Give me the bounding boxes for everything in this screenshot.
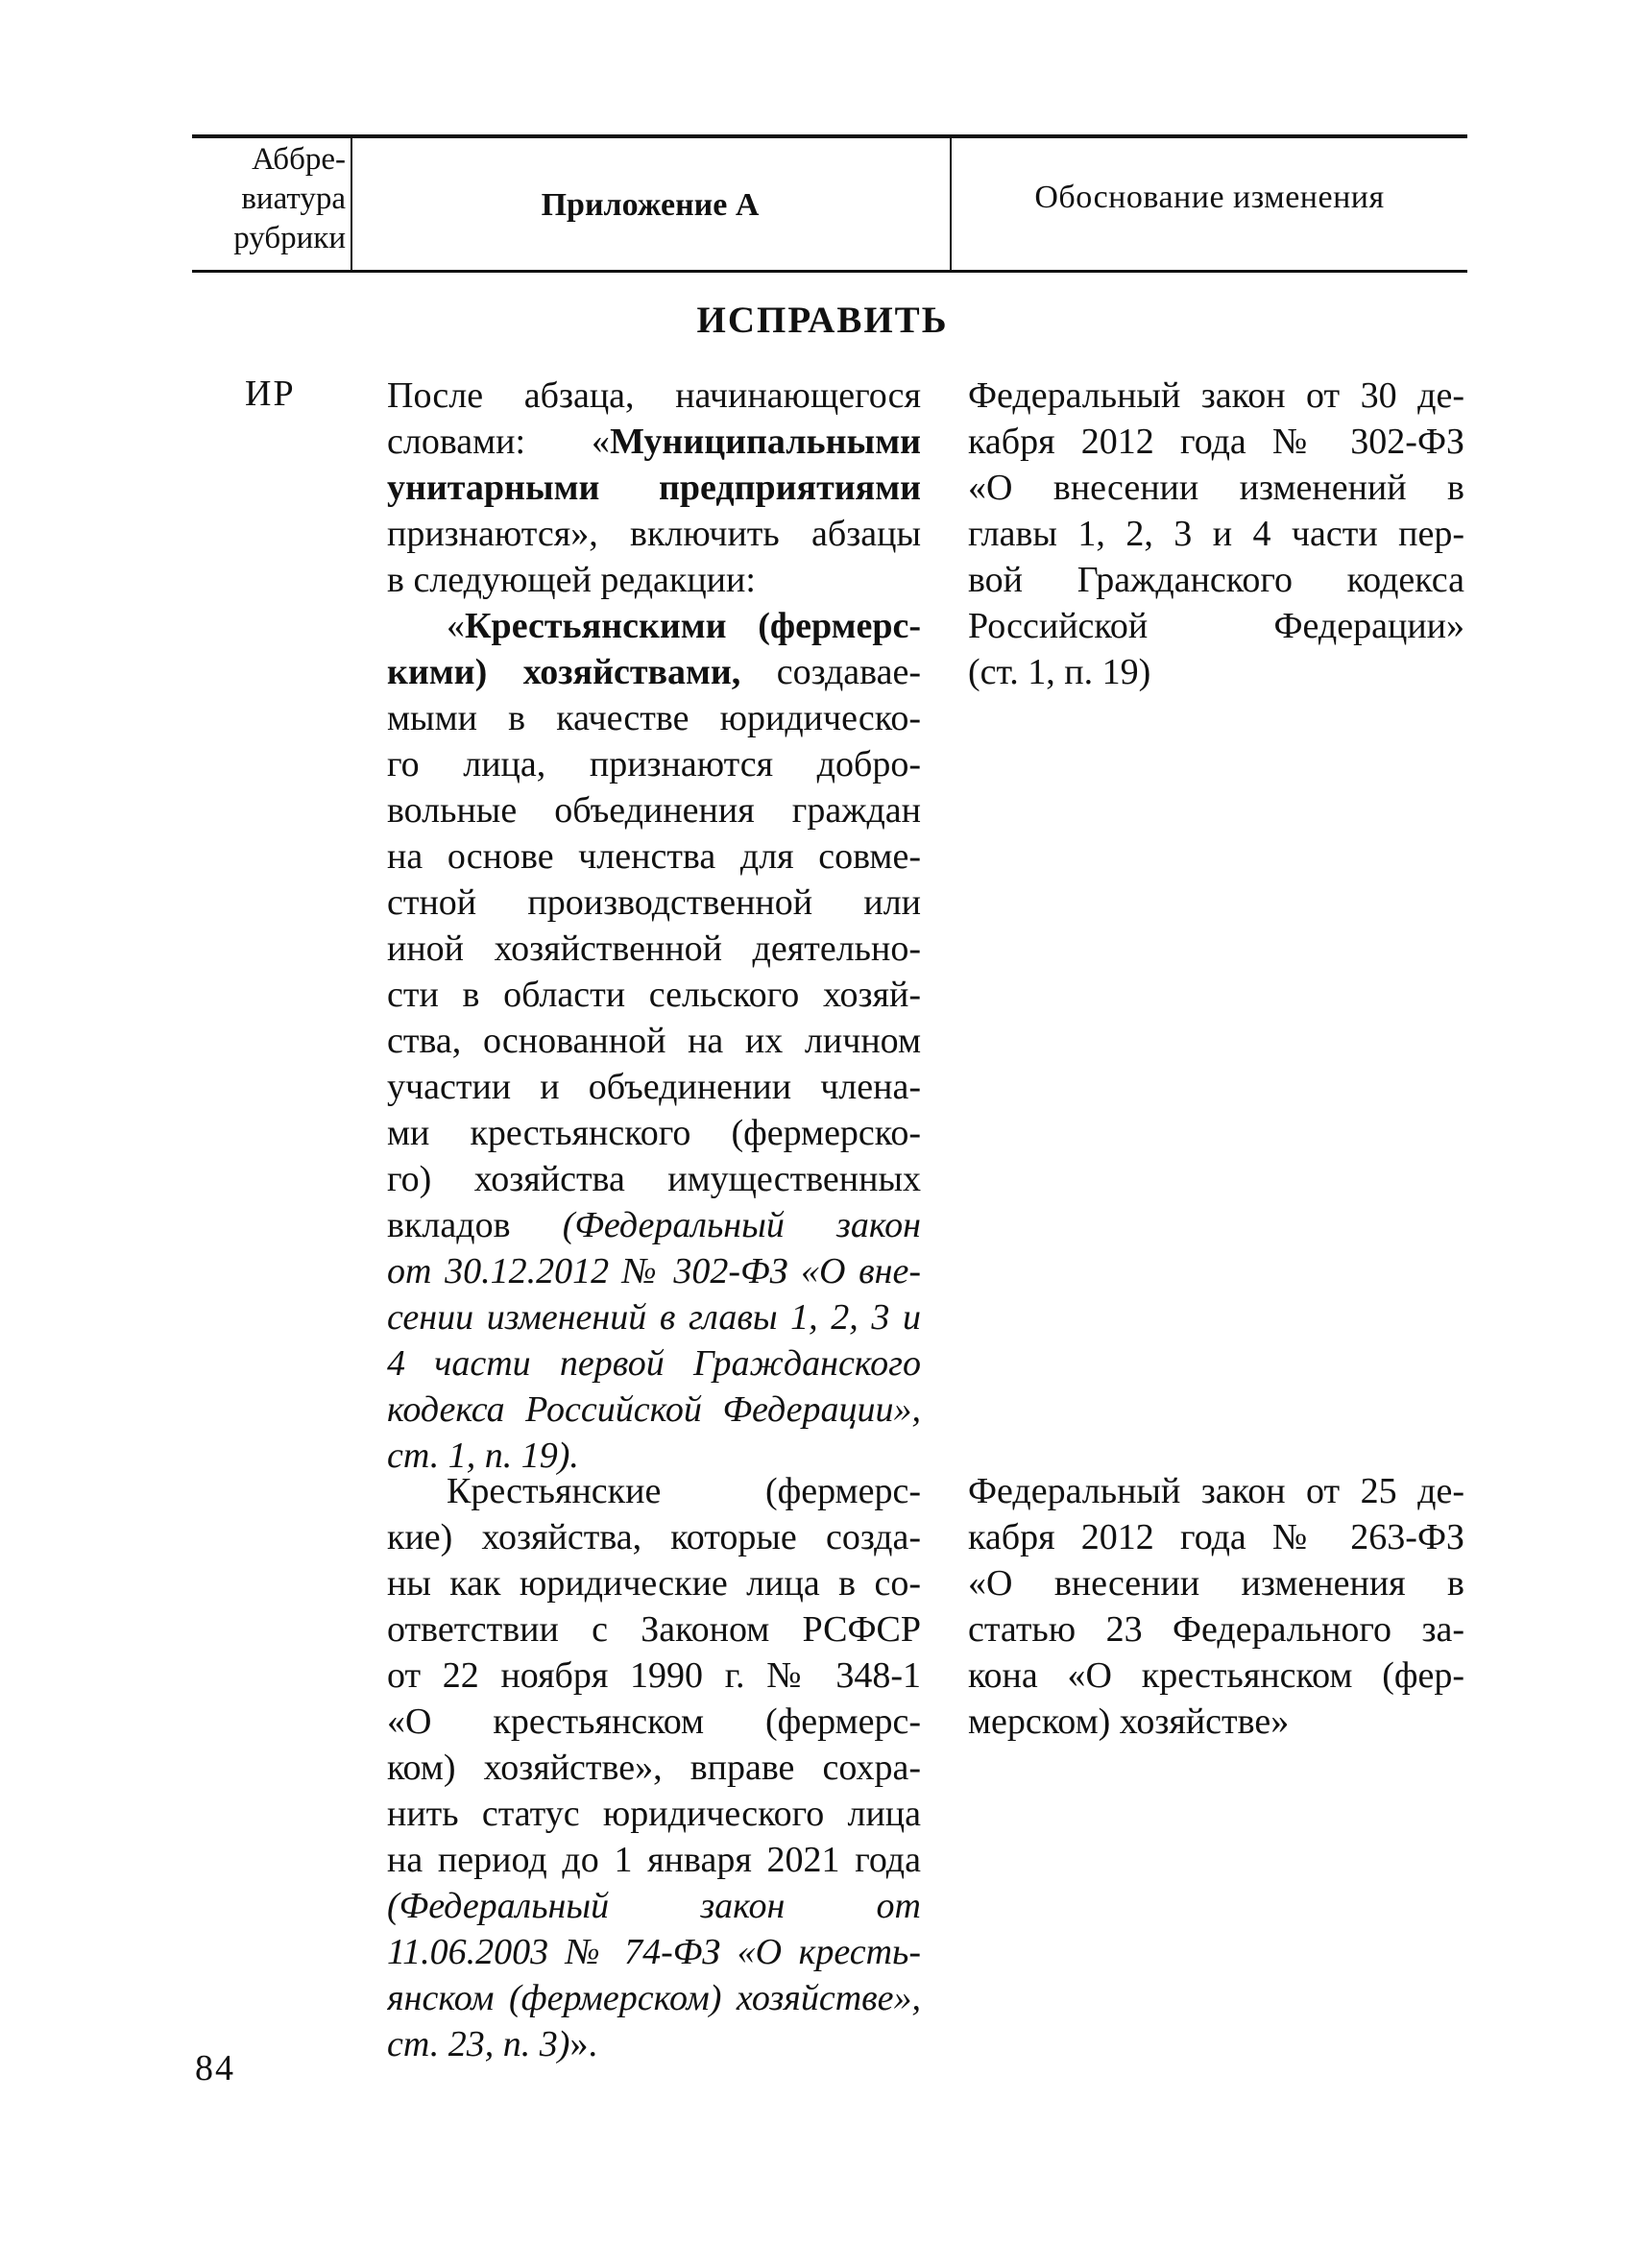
- italic-run: (Федеральный закон от: [387, 1886, 921, 1926]
- text-run: создавае-: [740, 652, 921, 692]
- text-run: от 22 ноября 1990 г. № 348-1: [387, 1655, 921, 1696]
- text-line: [387, 1110, 921, 1156]
- text-run: признаются», включить абзацы: [387, 514, 921, 554]
- bold-run: Муниципальными: [610, 422, 921, 462]
- italic-run: ст. 23, п. 3): [387, 2024, 570, 2064]
- header-reason-title: Обоснование изменения: [1034, 180, 1385, 215]
- italic-run: кодекса Российской Федерации»,: [387, 1389, 921, 1430]
- reason-line: главы 1, 2, 3 и 4 части пер-: [968, 514, 1464, 554]
- text-run: Крестьянские (фермерс-: [447, 1471, 921, 1511]
- reason-line: статью 23 Федерального за-: [968, 1609, 1464, 1650]
- text-line: [387, 1653, 921, 1699]
- text-run: вольные объединения граждан: [387, 790, 921, 831]
- text-run: нить статус юридического лица: [387, 1794, 921, 1834]
- reason-line: кона «О крестьянском (фер-: [968, 1655, 1464, 1696]
- text-line: [387, 695, 921, 741]
- text-line: [387, 1248, 921, 1294]
- text-run: на период до 1 января 2021 года: [387, 1840, 921, 1880]
- bold-run: унитарными предприятиями: [387, 468, 921, 508]
- text-line: [387, 741, 921, 787]
- italic-run: 4 части первой Гражданского: [387, 1343, 921, 1384]
- text-line: [387, 1606, 921, 1653]
- reason-line: вой Гражданского кодекса: [968, 560, 1464, 600]
- text-line: [387, 557, 921, 603]
- reason-line: «О внесении изменения в: [968, 1563, 1464, 1604]
- text-line: [387, 926, 921, 972]
- text-line: [387, 972, 921, 1018]
- text-run: участии и объединении члена-: [387, 1067, 921, 1107]
- italic-run: (Федеральный закон: [562, 1205, 921, 1245]
- text-line: [387, 1018, 921, 1064]
- text-line: [387, 2021, 921, 2067]
- text-line: [387, 1745, 921, 1791]
- italic-run: ст. 1, п. 19).: [387, 1436, 579, 1476]
- text-line: [387, 1837, 921, 1883]
- text-run: ми крестьянского (фермерско-: [387, 1113, 921, 1153]
- entry2-text: [387, 1468, 921, 2067]
- text-line: [387, 1975, 921, 2021]
- reason-line: Российской Федерации»: [968, 606, 1464, 646]
- text-line: [387, 1064, 921, 1110]
- header-reason-cell: [952, 140, 1467, 255]
- section-title: ИСПРАВИТЬ: [696, 300, 949, 341]
- reason-line: Федеральный закон от 30 де-: [968, 375, 1464, 416]
- text-line: [387, 1156, 921, 1202]
- italic-run: 11.06.2003 № 74-ФЗ «О кресть-: [387, 1932, 921, 1972]
- reason-line: кабря 2012 года № 302-ФЗ: [968, 422, 1464, 462]
- header-abbr-line: рубрики: [233, 221, 346, 255]
- text-line: [387, 1699, 921, 1745]
- text-run: «: [447, 606, 465, 646]
- italic-run: янском (фермерском) хозяйстве»,: [387, 1978, 921, 2018]
- bold-run: Крестьянскими (фермерс-: [465, 606, 921, 646]
- header-top-rule: [192, 134, 1467, 138]
- text-line: [387, 787, 921, 833]
- text-run: мыми в качестве юридическо-: [387, 698, 921, 738]
- text-line: [387, 1340, 921, 1387]
- reason-line: «О внесении изменений в: [968, 468, 1464, 508]
- entry1-text: [387, 373, 921, 1479]
- header-abbr-line: Аббре-: [252, 142, 346, 177]
- text-line: [387, 373, 921, 419]
- page-number: 84: [195, 2048, 235, 2088]
- text-line: [387, 1791, 921, 1837]
- text-line: [387, 603, 921, 649]
- text-line: [387, 833, 921, 880]
- header-bottom-rule: [192, 270, 1467, 273]
- bold-run: кими) хозяйствами,: [387, 652, 741, 692]
- text-line: [387, 649, 921, 695]
- text-line: [387, 511, 921, 557]
- entry2-reason: [968, 1468, 1464, 1745]
- text-run: вкладов: [387, 1205, 563, 1245]
- reason-line: Федеральный закон от 25 де-: [968, 1471, 1464, 1511]
- text-line: [387, 1202, 921, 1248]
- text-run: ».: [569, 2024, 597, 2064]
- text-run: го) хозяйства имущественных: [387, 1159, 921, 1199]
- text-line: [387, 465, 921, 511]
- italic-run: сении изменений в главы 1, 2, 3 и: [387, 1297, 921, 1338]
- entry1-reason: [968, 373, 1464, 695]
- text-line: [387, 1387, 921, 1433]
- text-line: [387, 1294, 921, 1340]
- text-run: стной производственной или: [387, 882, 921, 923]
- reason-line: кабря 2012 года № 263-ФЗ: [968, 1517, 1464, 1557]
- text-line: [387, 1883, 921, 1929]
- text-line: [387, 1514, 921, 1560]
- text-run: «О крестьянском (фермерс-: [387, 1701, 921, 1742]
- text-line: [387, 419, 921, 465]
- text-run: сти в области сельского хозяй-: [387, 975, 921, 1015]
- reason-line: мерском) хозяйстве»: [968, 1701, 1290, 1742]
- text-run: словами: «: [387, 422, 611, 462]
- text-run: го лица, признаются добро-: [387, 744, 921, 784]
- text-run: После абзаца, начинающегося: [387, 375, 921, 416]
- header-appendix-cell: [352, 140, 948, 270]
- header-abbreviation-cell: [192, 140, 346, 258]
- reason-line: (ст. 1, п. 19): [968, 652, 1151, 692]
- text-line: [387, 1560, 921, 1606]
- text-run: ком) хозяйстве», вправе сохра-: [387, 1748, 921, 1788]
- text-run: иной хозяйственной деятельно-: [387, 929, 921, 969]
- header-abbr-line: виатура: [241, 181, 346, 216]
- text-line: [387, 1929, 921, 1975]
- text-run: ответствии с Законом РСФСР: [387, 1609, 921, 1650]
- text-run: ны как юридические лица в со-: [387, 1563, 921, 1604]
- text-run: на основе членства для совме-: [387, 836, 921, 877]
- header-appendix-title: Приложение А: [541, 186, 760, 223]
- text-line: [387, 880, 921, 926]
- italic-run: от 30.12.2012 № 302-ФЗ «О вне-: [387, 1251, 921, 1291]
- text-run: кие) хозяйства, которые созда-: [387, 1517, 921, 1557]
- rubric-abbreviation: ИР: [245, 374, 296, 414]
- text-run: в следующей редакции:: [387, 560, 756, 600]
- text-line: [387, 1468, 921, 1514]
- text-run: ства, основанной на их личном: [387, 1021, 921, 1061]
